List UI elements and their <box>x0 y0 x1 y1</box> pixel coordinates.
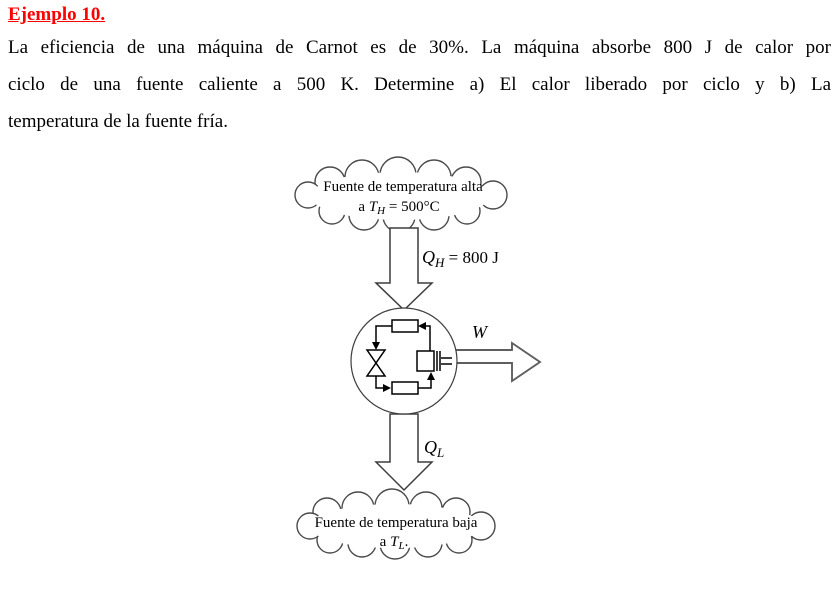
ql-label: $Q_L$ <box>424 437 445 460</box>
cold-reservoir-label-line1: Fuente de temperatura baja <box>314 515 478 531</box>
paragraph-line: La eficiencia de una máquina de Carnot es de 30%. La máquina absorbe 800 J de calor por <box>8 37 831 58</box>
heat-engine <box>351 308 457 414</box>
hot-reservoir-label-line2: a $T_H = 500^\circ C$ <box>358 199 440 217</box>
hot-reservoir-label-line1: Fuente de temperatura alta <box>323 179 483 195</box>
paragraph-line: ciclo de una fuente caliente a 500 K. Determine a) El calor liberado por ciclo y b) La <box>8 74 831 95</box>
paragraph-line: temperatura de la fuente fría. <box>8 111 228 132</box>
qh-heat-arrow <box>376 228 432 310</box>
qh-label: $Q_H = 800$ J <box>422 247 499 270</box>
work-label: W <box>472 322 487 342</box>
boiler-box <box>392 320 418 332</box>
cold-reservoir-label-line2: a $T_L$. <box>379 534 409 552</box>
page-title: Ejemplo 10. <box>8 4 106 25</box>
condenser-box <box>392 382 418 394</box>
work-output-arrow <box>456 343 540 381</box>
piston-cylinder <box>417 351 434 371</box>
